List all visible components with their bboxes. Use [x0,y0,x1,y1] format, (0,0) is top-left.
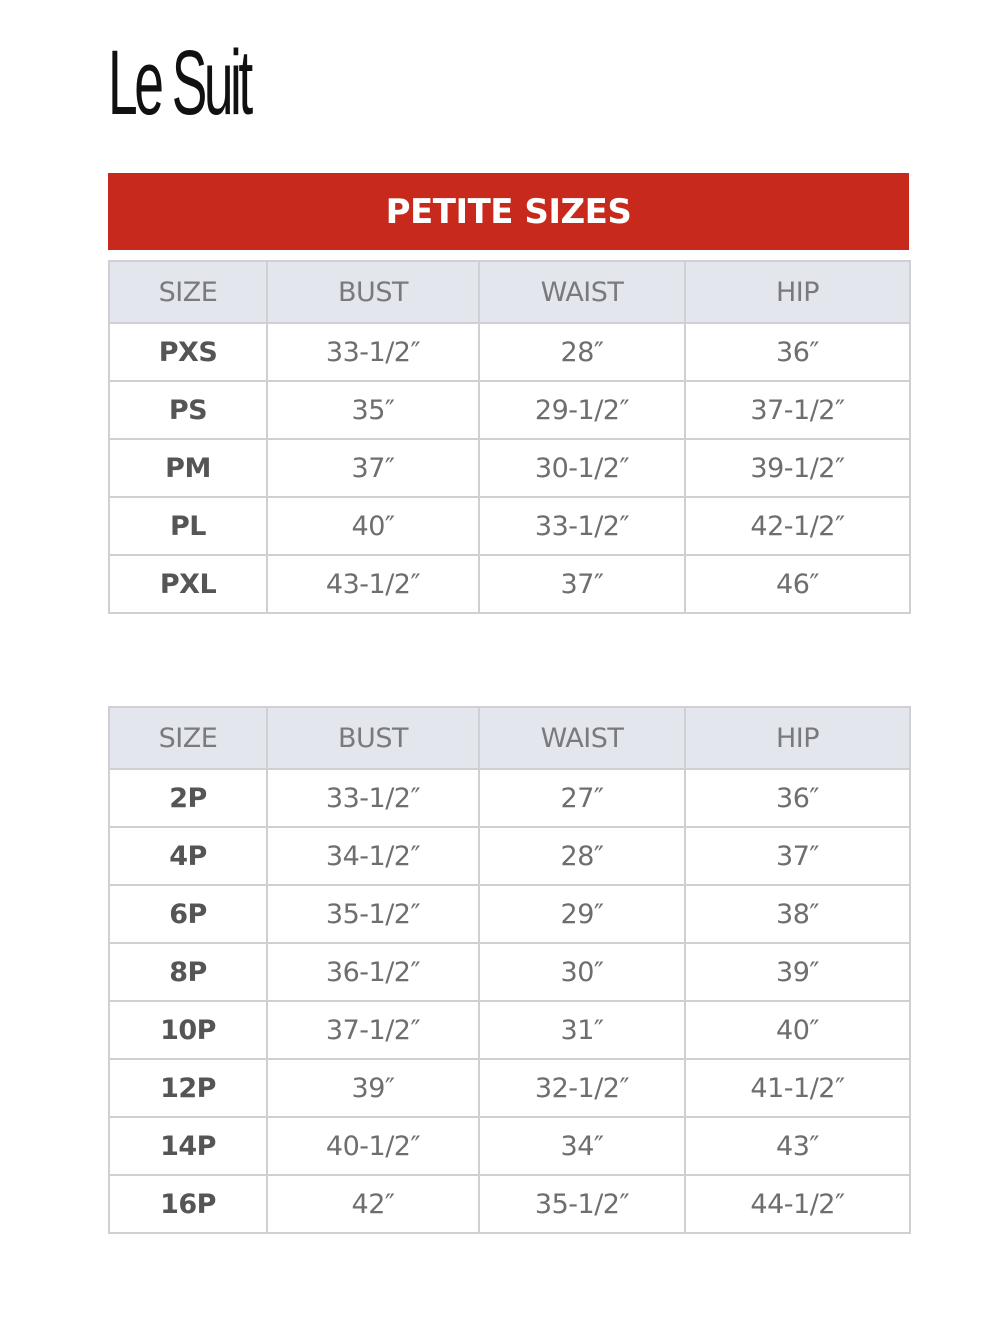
cell-waist: 32-1/2″ [479,1059,685,1117]
cell-size: 6P [109,885,267,943]
column-header-waist: WAIST [479,261,685,323]
cell-waist: 31″ [479,1001,685,1059]
cell-bust: 33-1/2″ [267,323,479,381]
table-row [109,1117,910,1175]
cell-hip: 38″ [685,885,910,943]
table-row [109,827,910,885]
brand-logo: Le Suit [108,32,250,134]
cell-hip: 36″ [685,323,910,381]
cell-waist: 29″ [479,885,685,943]
table-row [109,1059,910,1117]
cell-waist: 34″ [479,1117,685,1175]
cell-hip: 37″ [685,827,910,885]
cell-bust: 35″ [267,381,479,439]
table-row [109,1175,910,1233]
column-header-waist: WAIST [479,707,685,769]
cell-bust: 43-1/2″ [267,555,479,613]
column-header-bust: BUST [267,707,479,769]
cell-waist: 28″ [479,827,685,885]
column-header-hip: HIP [685,707,910,769]
cell-hip: 43″ [685,1117,910,1175]
section-banner [108,173,909,250]
table-header-row [109,261,910,323]
cell-bust: 35-1/2″ [267,885,479,943]
cell-bust: 34-1/2″ [267,827,479,885]
cell-size: 10P [109,1001,267,1059]
cell-hip: 37-1/2″ [685,381,910,439]
table-row [109,1001,910,1059]
cell-size: PS [109,381,267,439]
cell-waist: 30″ [479,943,685,1001]
column-header-size: SIZE [109,707,267,769]
cell-size: 2P [109,769,267,827]
cell-bust: 37-1/2″ [267,1001,479,1059]
cell-hip: 39″ [685,943,910,1001]
column-header-hip: HIP [685,261,910,323]
table-row [109,497,910,555]
petite-size-table [108,260,911,614]
cell-hip: 44-1/2″ [685,1175,910,1233]
table-row [109,943,910,1001]
cell-hip: 39-1/2″ [685,439,910,497]
cell-size: PM [109,439,267,497]
column-header-size: SIZE [109,261,267,323]
cell-waist: 33-1/2″ [479,497,685,555]
cell-size: 4P [109,827,267,885]
cell-waist: 37″ [479,555,685,613]
cell-hip: 40″ [685,1001,910,1059]
petite-numeric-size-table [108,706,911,1234]
cell-size: PXS [109,323,267,381]
cell-bust: 42″ [267,1175,479,1233]
cell-size: 12P [109,1059,267,1117]
cell-waist: 28″ [479,323,685,381]
cell-waist: 35-1/2″ [479,1175,685,1233]
cell-size: 16P [109,1175,267,1233]
cell-size: PL [109,497,267,555]
cell-hip: 36″ [685,769,910,827]
cell-waist: 27″ [479,769,685,827]
table-row [109,323,910,381]
table-row [109,769,910,827]
cell-size: 8P [109,943,267,1001]
table-row [109,439,910,497]
cell-bust: 40-1/2″ [267,1117,479,1175]
cell-bust: 37″ [267,439,479,497]
table-header-row [109,707,910,769]
cell-size: 14P [109,1117,267,1175]
column-header-bust: BUST [267,261,479,323]
table-row [109,885,910,943]
cell-waist: 29-1/2″ [479,381,685,439]
table-row [109,555,910,613]
cell-bust: 36-1/2″ [267,943,479,1001]
banner-title: PETITE SIZES [385,191,632,232]
cell-hip: 41-1/2″ [685,1059,910,1117]
table-row [109,381,910,439]
cell-bust: 33-1/2″ [267,769,479,827]
cell-hip: 46″ [685,555,910,613]
cell-hip: 42-1/2″ [685,497,910,555]
cell-bust: 39″ [267,1059,479,1117]
cell-size: PXL [109,555,267,613]
cell-waist: 30-1/2″ [479,439,685,497]
cell-bust: 40″ [267,497,479,555]
